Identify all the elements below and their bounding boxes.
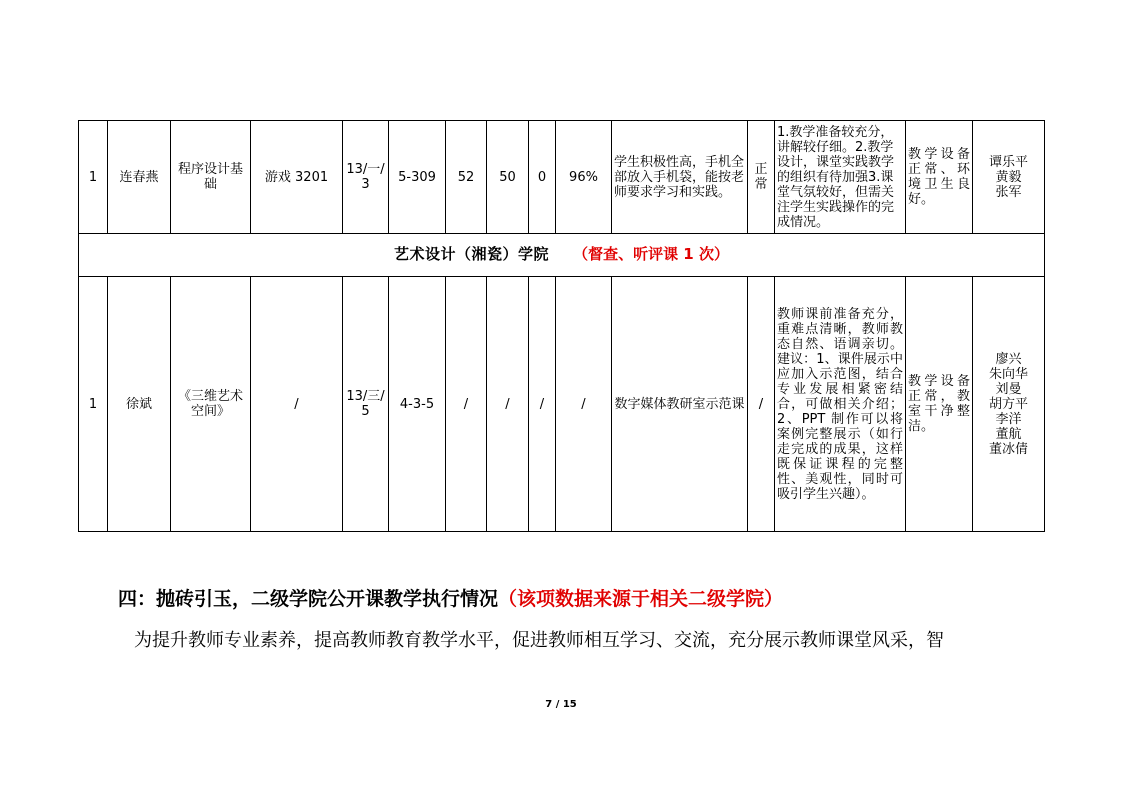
cell-rate: 96%: [556, 121, 612, 234]
cell-room: 5-309: [389, 121, 446, 234]
inspector-name: 谭乐平: [988, 154, 1028, 170]
cell-seq: 1: [79, 277, 108, 532]
inspector-name: 董冰倩: [988, 441, 1028, 457]
cell-course: 程序设计基础: [171, 121, 251, 234]
table-row: [79, 121, 1045, 234]
inspector-name: 朱向华: [988, 366, 1028, 382]
inspector-name: 李洋: [995, 411, 1022, 427]
cell-rate: /: [556, 277, 612, 532]
cell-teaching-comment: 教师课前准备充分，重难点清晰，教师教态自然、语调亲切。建议：1、课件展示中应加入示范图，结合专业发展相紧密结合，可做相关介绍；2、PPT 制作可以将案例完整展示（如行走完成的成果，这样既保证课程的完整性、美观性，同时可吸引学生兴趣）。: [775, 277, 906, 532]
inspector-name: 黄毅: [995, 169, 1022, 185]
cell-order: 正常: [748, 121, 775, 234]
inspector-name: 廖兴: [995, 351, 1022, 367]
inspector-name: 董航: [995, 426, 1022, 442]
cell-class: /: [251, 277, 343, 532]
section-header: [79, 234, 1045, 277]
section-note: （督查、听评课 1 次）: [573, 245, 729, 263]
cell-inspectors: [973, 121, 1045, 234]
cell-environment: 教学设备正常，教室干净整洁。: [906, 277, 973, 532]
cell-student-comment: 数字媒体教研室示范课: [612, 277, 748, 532]
page-number: 7 / 15: [545, 699, 577, 710]
cell-room: 4-3-5: [389, 277, 446, 532]
cell-inspectors: [973, 277, 1045, 532]
table-row: [79, 277, 1045, 532]
cell-teacher: 徐斌: [108, 277, 171, 532]
cell-class: 游戏 3201: [251, 121, 343, 234]
cell-present: 50: [487, 121, 529, 234]
cell-absent: 0: [529, 121, 556, 234]
cell-teacher: 连春燕: [108, 121, 171, 234]
inspection-table: [78, 120, 1045, 532]
cell-order: /: [748, 277, 775, 532]
cell-student-comment: 学生积极性高，手机全部放入手机袋，能按老师要求学习和实践。: [612, 121, 748, 234]
inspector-name: 胡方平: [988, 396, 1028, 412]
cell-course: 《三维艺术空间》: [171, 277, 251, 532]
body-paragraph: 为提升教师专业素养，提高教师教育教学水平，促进教师相互学习、交流，充分展示教师课堂风采，智: [134, 630, 944, 651]
cell-week: 13/三/5: [343, 277, 389, 532]
cell-environment: 教学设备正常、环境卫生良好。: [906, 121, 973, 234]
cell-total: /: [446, 277, 487, 532]
cell-present: /: [487, 277, 529, 532]
cell-total: 52: [446, 121, 487, 234]
heading-main: 四：抛砖引玉，二级学院公开课教学执行情况: [118, 588, 499, 610]
inspector-name: 刘曼: [995, 381, 1022, 397]
section-header-row: [79, 234, 1045, 277]
section-title: 艺术设计（湘瓷）学院: [394, 245, 550, 263]
cell-teaching-comment: 1.教学准备较充分，讲解较仔细。2.教学设计，课堂实践教学的组织有待加强3.课堂气氛较好，但需关注学生实践操作的完成情况。: [775, 121, 906, 234]
cell-week: 13/一/3: [343, 121, 389, 234]
section-heading: [118, 584, 1018, 611]
inspector-name: 张军: [995, 184, 1022, 200]
heading-note: （该项数据来源于相关二级学院）: [498, 588, 784, 610]
cell-seq: 1: [79, 121, 108, 234]
cell-absent: /: [529, 277, 556, 532]
